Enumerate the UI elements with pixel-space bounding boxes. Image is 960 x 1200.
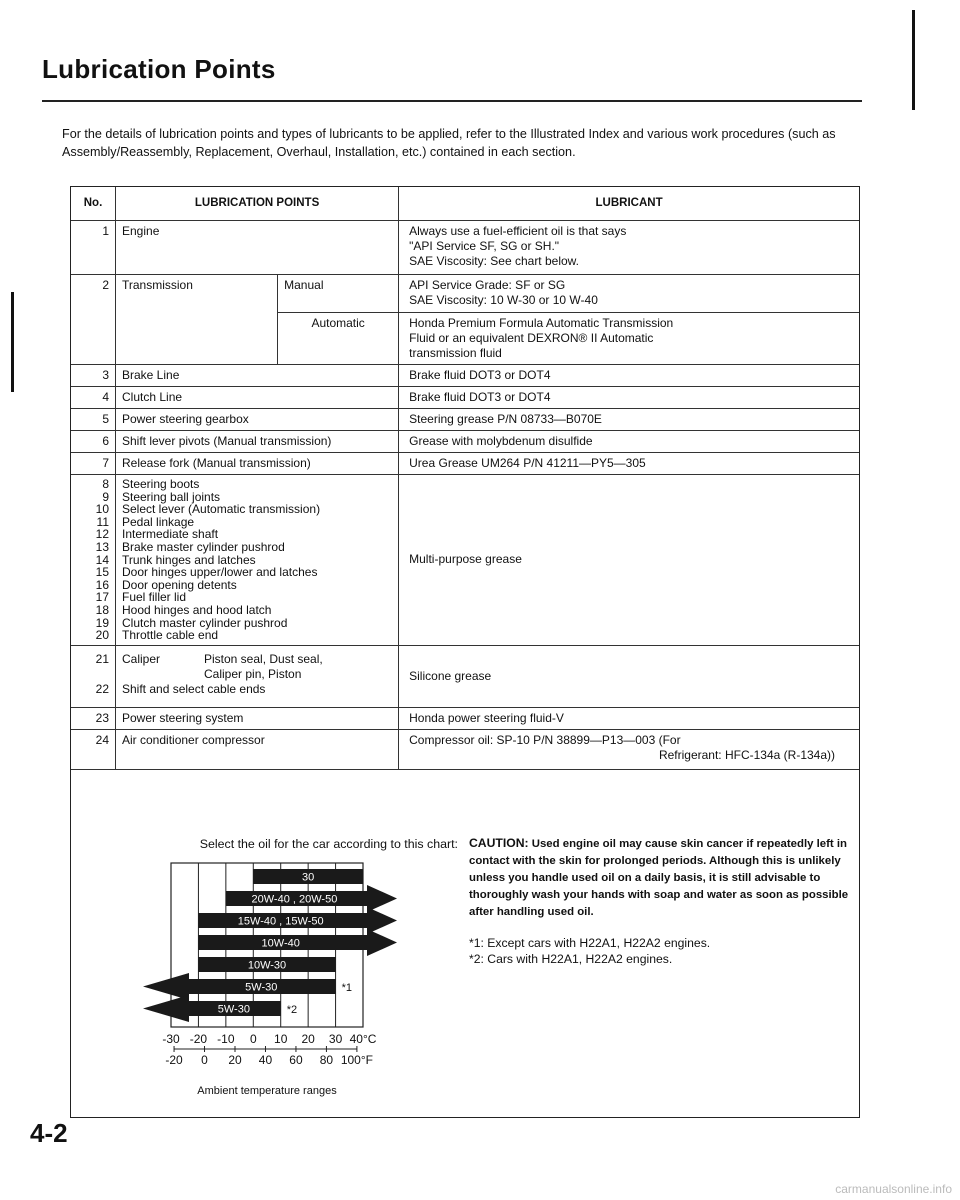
- header-points: LUBRICATION POINTS: [116, 187, 399, 221]
- row-sub-manual: Manual: [278, 275, 399, 313]
- celsius-tick-label: 20: [301, 1032, 315, 1046]
- row-lubricant: [399, 275, 859, 313]
- celsius-tick-label: 30: [328, 1032, 343, 1046]
- chart-bar-label: 5W-30: [217, 1003, 250, 1016]
- row-sub-automatic: Automatic: [278, 313, 399, 365]
- celsius-tick-label: -20: [189, 1032, 208, 1046]
- chart-bar-label: 30: [302, 871, 315, 884]
- group-numbers: 8 9 10 11 12 13 14 15 16 17 18 19 20: [71, 475, 116, 646]
- chart-bar-label: 10W-30: [247, 959, 287, 972]
- oil-viscosity-chart: [71, 851, 466, 1097]
- footnotes: [469, 935, 849, 967]
- title-rule: [42, 100, 862, 102]
- row-lubricant: Grease with molybdenum disulfide: [399, 431, 859, 453]
- celsius-tick-label: 0: [249, 1032, 257, 1046]
- group-lubricant: Multi-purpose grease: [399, 475, 859, 646]
- fahrenheit-tick-label: 0: [201, 1053, 208, 1067]
- row-point: Air conditioner compressor: [116, 729, 399, 769]
- row-point: Release fork (Manual transmission): [116, 453, 399, 475]
- lub-line: API Service Grade: SF or SG: [409, 278, 566, 292]
- lub-line: transmission fluid: [409, 346, 502, 360]
- fahrenheit-tick-label: 40: [258, 1053, 273, 1067]
- celsius-tick-label: 40°C: [349, 1032, 377, 1046]
- caliper-numbers: 21 22: [71, 645, 116, 707]
- footnote: *2: Cars with H22A1, H22A2 engines.: [469, 952, 673, 966]
- row-point: Engine: [116, 221, 399, 275]
- footnote: *1: Except cars with H22A1, H22A2 engines.: [469, 936, 711, 950]
- chart-bar-label: 20W-40 , 20W-50: [251, 893, 338, 906]
- row-no: 3: [71, 365, 116, 387]
- chart-bar-label: 10W-40: [261, 937, 300, 950]
- chart-bar-mark: *1: [341, 982, 352, 994]
- lubrication-table-box: [70, 186, 860, 1118]
- chart-arrow-left: [143, 995, 189, 1022]
- row-lubricant: Brake fluid DOT3 or DOT4: [399, 365, 859, 387]
- row-point: Brake Line: [116, 365, 399, 387]
- fahrenheit-tick-label: 80: [319, 1053, 334, 1067]
- row-no: 6: [71, 431, 116, 453]
- header-no: No.: [71, 187, 116, 221]
- lub-line: Always use a fuel-efficient oil is that says: [409, 224, 627, 238]
- chart-caption: Ambient temperature ranges: [197, 1085, 337, 1097]
- celsius-tick-label: -10: [217, 1032, 235, 1046]
- row-point: Power steering gearbox: [116, 409, 399, 431]
- row-no: 5: [71, 409, 116, 431]
- row-lubricant: Honda power steering fluid-V: [399, 707, 859, 729]
- lub-line: "API Service SF, SG or SH.": [409, 239, 560, 253]
- row-no: 23: [71, 707, 116, 729]
- lubrication-table: [71, 187, 859, 770]
- row-point: Shift lever pivots (Manual transmission): [116, 431, 399, 453]
- chart-panel: [71, 827, 466, 1097]
- row-point: Transmission: [116, 275, 278, 365]
- fahrenheit-tick-label: 20: [228, 1053, 242, 1067]
- chart-bar-label: 15W-40 , 15W-50: [237, 915, 324, 928]
- fahrenheit-tick-label: 60: [289, 1053, 303, 1067]
- intro-text: For the details of lubrication points and types of lubricants to be applied, refer to the Illustrated Index and various work procedures (such as Assembly/Reassembly, Replacement, Overhaul, Installation, etc.) contained in each section.: [62, 127, 836, 159]
- row-point: Power steering system: [116, 707, 399, 729]
- row-point: Clutch Line: [116, 387, 399, 409]
- row-lubricant: Steering grease P/N 08733—B070E: [399, 409, 859, 431]
- chart-bar-mark: *2: [286, 1004, 298, 1016]
- row-lubricant: Urea Grease UM264 P/N 41211—PY5—305: [399, 453, 859, 475]
- row-no: 1: [71, 221, 116, 275]
- row-no: 4: [71, 387, 116, 409]
- lub-line: SAE Viscosity: 10 W-30 or 10 W-40: [409, 293, 598, 307]
- margin-mark: [912, 10, 915, 110]
- row-no: 24: [71, 729, 116, 769]
- chart-arrow-right: [367, 929, 397, 956]
- row-lubricant: Brake fluid DOT3 or DOT4: [399, 387, 859, 409]
- row-lubricant: Compressor oil: SP-10 P/N 38899—P13—003 (For Refrigerant: HFC-134a (R-134a)): [399, 729, 859, 769]
- chart-bar-label: 5W-30: [245, 981, 278, 994]
- row-no: 7: [71, 453, 116, 475]
- page-title: Lubrication Points: [42, 54, 276, 84]
- header-lubricant: LUBRICANT: [399, 187, 859, 221]
- caution-text: CAUTION: Used engine oil may cause skin cancer if repeatedly left in contact with the skin for prolonged periods. Although this is unlikely unless you handle used oil on a daily basis, it is still advisable to thoroughly wash your hands with soap and water as soon as possible after handling used oil.: [469, 836, 849, 918]
- celsius-tick-label: -30: [162, 1032, 180, 1046]
- watermark: carmanualsonline.info: [835, 1182, 952, 1196]
- lub-line: Honda Premium Formula Automatic Transmission: [409, 316, 674, 330]
- fahrenheit-tick-label: -20: [165, 1053, 183, 1067]
- lub-line: Fluid or an equivalent DEXRON® II Automatic: [409, 331, 654, 345]
- row-lubricant: [399, 221, 859, 275]
- lub-line: SAE Viscosity: See chart below.: [409, 254, 580, 268]
- row-lubricant: [399, 313, 859, 365]
- caution-panel: [469, 827, 849, 967]
- chart-intro: Select the oil for the car according to this chart:: [199, 837, 458, 851]
- left-margin-mark: [11, 292, 14, 392]
- row-no: 2: [71, 275, 116, 365]
- group-points: Steering boots Steering ball joints Select lever (Automatic transmission) Pedal linkage Intermediate shaft Brake master cylinder pushrod Trunk hinges and latches Door hinges upper/lower and latches Door opening detents Fuel filler lid Hood hinges and hood latch Clutch master cylinder pushrod Throttle cable end: [116, 475, 399, 646]
- fahrenheit-tick-label: 100°F: [340, 1053, 373, 1067]
- celsius-tick-label: 10: [274, 1032, 288, 1046]
- caliper-lubricant: Silicone grease: [399, 645, 859, 707]
- chart-arrow-right: [367, 907, 397, 934]
- caliper-points: Caliper Piston seal, Dust seal, Caliper pin, Piston Shift and select cable ends: [116, 645, 399, 707]
- page-number: 4-2: [30, 1118, 68, 1148]
- chart-arrow-right: [367, 885, 397, 912]
- chart-arrow-left: [143, 973, 189, 1000]
